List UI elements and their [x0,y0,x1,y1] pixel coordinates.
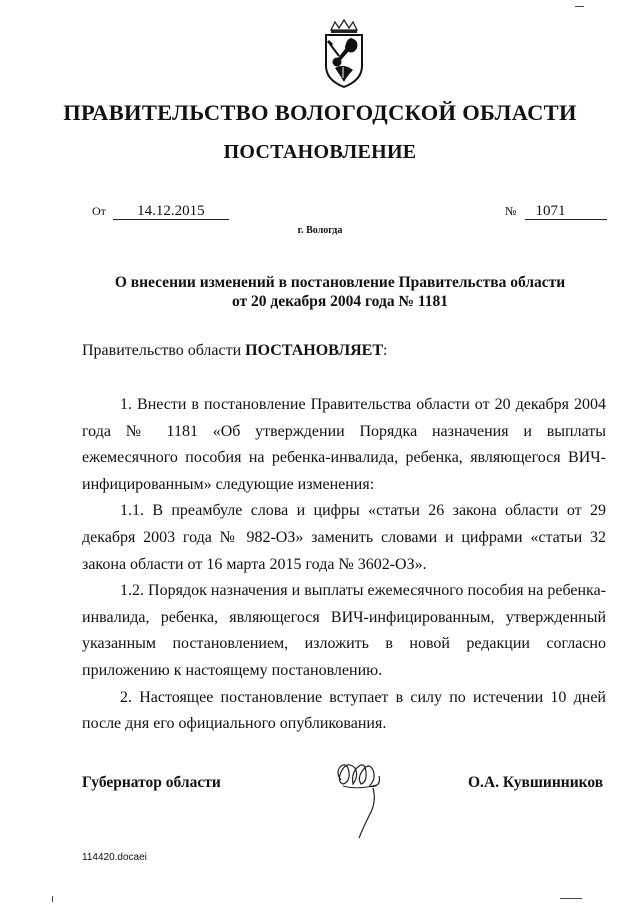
signatory-title: Губернатор области [82,774,221,791]
preamble-tail: : [383,342,388,359]
document-body [82,392,606,738]
paragraph-2: 2. Настоящее постановление вступает в силу по истечении 10 дней после дня его официального опубликования. [82,688,606,733]
subject-line-2: от 20 декабря 2004 года № 1181 [231,293,449,310]
city-label: г. Вологда [297,225,343,236]
organization-title: ПРАВИТЕЛЬСТВО ВОЛОГОДСКОЙ ОБЛАСТИ [63,100,577,125]
scan-mark-bottom [560,898,582,899]
preamble [82,342,387,360]
file-code: 114420.docaei [82,852,147,863]
paragraph-1-1: 1.1. В преамбуле слова и цифры «статьи 26 закона области от 29 декабря 2003 года № 982-ОЗ» заменить словами и цифрами «статьи 32 закона области от 16 марта 2015 года № 3602-ОЗ». [82,502,606,573]
signatory-name: О.А. Кувшинников [468,774,604,791]
document-type: ПОСТАНОВЛЕНИЕ [223,141,417,163]
preamble-text: Правительство области [82,342,246,359]
scan-mark-left [52,896,53,902]
date-prefix: От [92,204,106,218]
number-field [505,204,607,220]
document-subject [100,273,580,311]
date-underline [113,204,229,220]
number-prefix: № [505,204,517,218]
document-date: 14.12.2015 [137,203,205,219]
handwritten-signature [333,758,383,840]
subject-line-1: О внесении изменений в постановление Правительства области [114,274,566,291]
paragraph-1: 1. Внести в постановление Правительства области от 20 декабря 2004 года № 1181 «Об утверждении Порядка назначения и выплаты ежемесячного пособия на ребенка-инвалида, ребенка, являющегося ВИЧ-инфицированным» следующие изменения: [82,396,606,493]
preamble-emphasis: ПОСТАНОВЛЯЕТ [245,342,384,359]
date-field [92,204,229,220]
coat-of-arms-emblem [321,18,367,90]
paragraph-1-2: 1.2. Порядок назначения и выплаты ежемесячного пособия на ребенка-инвалида, ребенка, являющегося ВИЧ-инфицированным, утвержденный указанным постановлением, изложить в новой редакции согласно приложению к настоящему постановлению. [82,582,606,679]
scan-mark-top [575,6,584,7]
number-underline [525,204,607,220]
document-number: 1071 [535,203,566,219]
